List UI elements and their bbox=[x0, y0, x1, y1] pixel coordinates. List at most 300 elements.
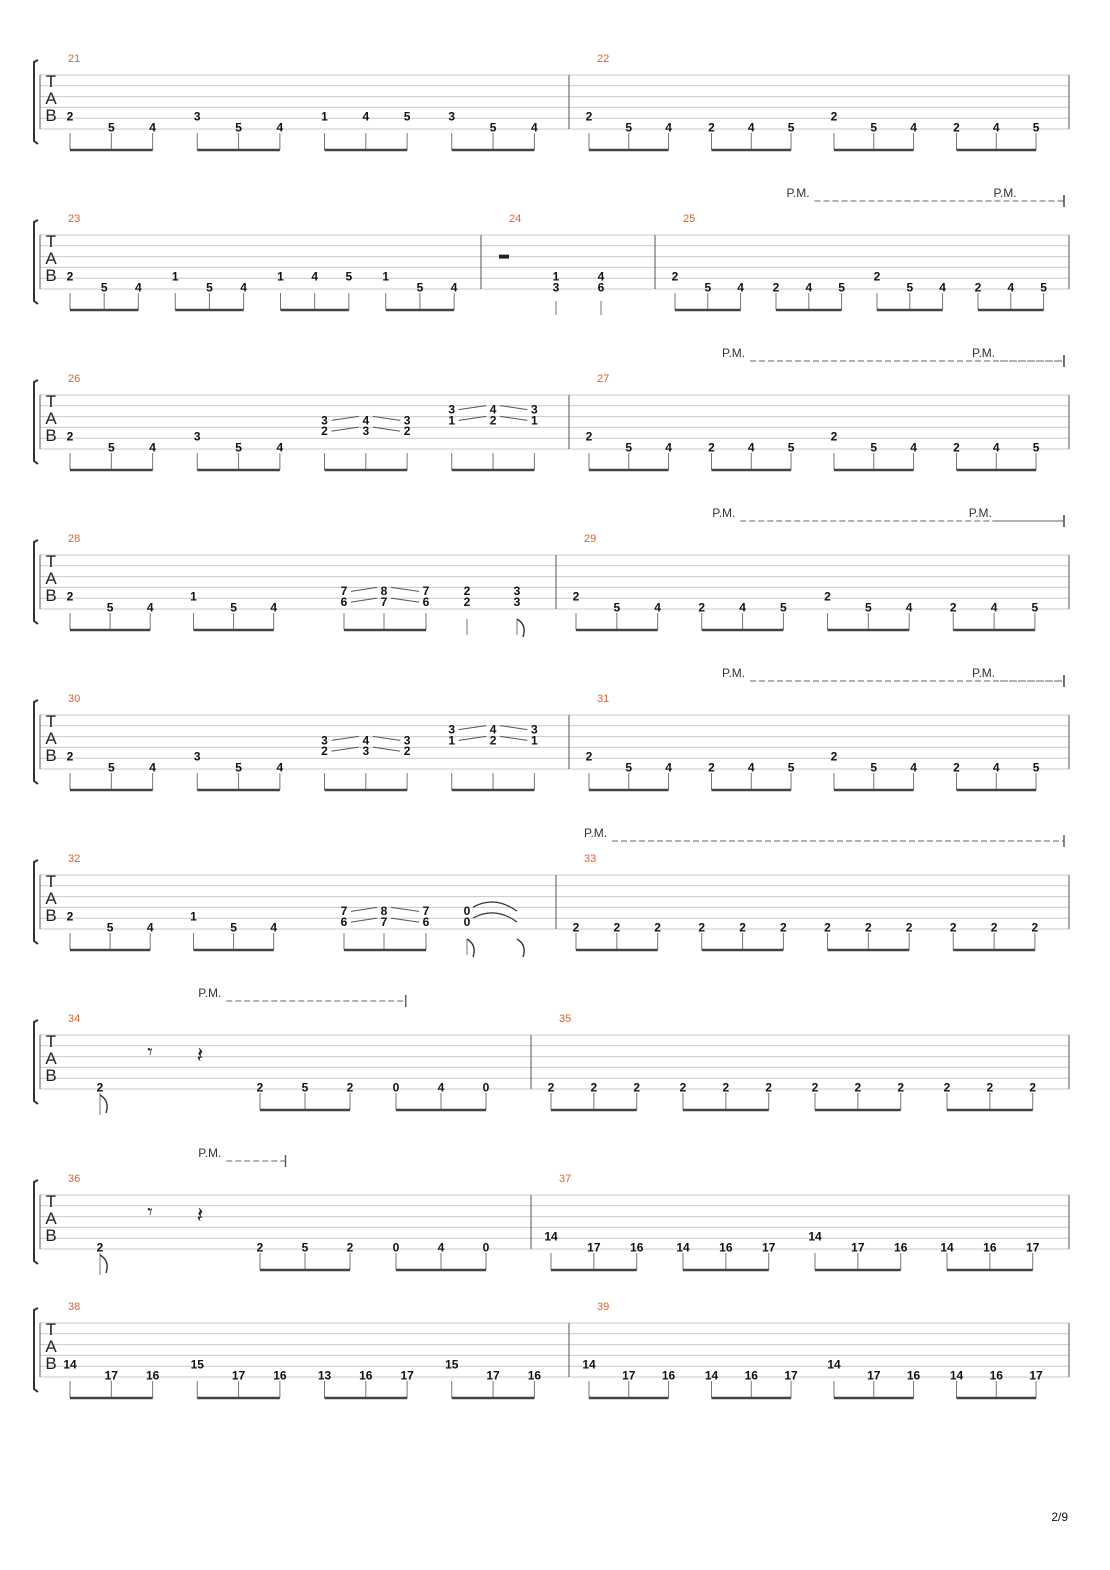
fret-number: 16 bbox=[989, 1368, 1003, 1383]
staff-bracket bbox=[34, 60, 38, 144]
fret-number: 5 bbox=[1040, 280, 1047, 295]
measure-number: 28 bbox=[68, 533, 81, 545]
fret-number: 14 bbox=[63, 1357, 77, 1372]
fret-number: 14 bbox=[544, 1229, 558, 1244]
fret-number: 16 bbox=[273, 1368, 287, 1383]
fret-number: 4 bbox=[665, 440, 672, 455]
measure-33 bbox=[573, 826, 1064, 950]
fret-number: 3 bbox=[513, 594, 521, 609]
fret-number: 2 bbox=[1029, 1080, 1037, 1095]
fret-number: 0 bbox=[392, 1240, 400, 1255]
fret-number: 2 bbox=[698, 920, 706, 935]
fret-number: 3 bbox=[403, 413, 411, 428]
fret-number: 17 bbox=[622, 1368, 636, 1383]
measure-36 bbox=[68, 1146, 490, 1275]
fret-number: 4 bbox=[905, 600, 913, 615]
fret-number: 16 bbox=[906, 1368, 921, 1383]
fret-number: 3 bbox=[321, 733, 328, 748]
fret-number: 1 bbox=[531, 413, 538, 428]
fret-number: 3 bbox=[448, 109, 456, 124]
tab-staff bbox=[34, 986, 1069, 1115]
fret-number: 5 bbox=[489, 120, 497, 135]
tab-clef-letter: A bbox=[45, 569, 57, 588]
fret-number: 2 bbox=[986, 1080, 994, 1095]
fret-number: 3 bbox=[552, 280, 560, 295]
measure-27 bbox=[586, 346, 1064, 470]
slide-line bbox=[351, 587, 377, 591]
fret-number: 2 bbox=[679, 1080, 687, 1095]
fret-number: 2 bbox=[953, 440, 960, 455]
tab-clef-letter: A bbox=[45, 889, 57, 908]
fret-number: 4 bbox=[1007, 280, 1015, 295]
fret-number: 2 bbox=[66, 589, 74, 604]
palm-mute-label: P.M. bbox=[584, 826, 608, 840]
fret-number: 2 bbox=[346, 1080, 354, 1095]
fret-number: 16 bbox=[744, 1368, 758, 1383]
fret-number: 7 bbox=[422, 584, 430, 599]
fret-number: 5 bbox=[235, 440, 242, 455]
fret-number: 2 bbox=[708, 120, 715, 135]
fret-number: 5 bbox=[230, 920, 237, 935]
measure-35 bbox=[548, 1013, 1037, 1110]
fret-number: 6 bbox=[340, 594, 348, 609]
fret-number: 2 bbox=[708, 760, 715, 775]
fret-number: 4 bbox=[747, 760, 755, 775]
fret-number: 17 bbox=[587, 1240, 601, 1255]
tab-clef-letter: B bbox=[45, 586, 57, 605]
tab-clef-letter: A bbox=[45, 1337, 57, 1356]
fret-number: 4 bbox=[737, 280, 744, 295]
fret-number: 2 bbox=[321, 424, 328, 439]
fret-number: 2 bbox=[765, 1080, 773, 1095]
tab-clef-letter: T bbox=[45, 72, 57, 91]
fret-number: 8 bbox=[380, 904, 388, 919]
fret-number: 4 bbox=[910, 120, 917, 135]
fret-number: 4 bbox=[654, 600, 661, 615]
measure-number: 22 bbox=[597, 53, 610, 65]
tab-clef-letter: A bbox=[45, 409, 57, 428]
fret-number: 5 bbox=[870, 760, 878, 775]
fret-number: 4 bbox=[240, 280, 247, 295]
measure-28 bbox=[67, 533, 524, 637]
fret-number: 2 bbox=[547, 1080, 555, 1095]
fret-number: 5 bbox=[106, 600, 114, 615]
fret-number: 2 bbox=[830, 429, 838, 444]
staff-bracket bbox=[34, 540, 38, 624]
fret-number: 2 bbox=[489, 733, 497, 748]
fret-number: 5 bbox=[1032, 440, 1040, 455]
measure-number: 26 bbox=[68, 373, 81, 385]
fret-number: 5 bbox=[235, 120, 242, 135]
fret-number: 5 bbox=[1032, 120, 1040, 135]
tab-staff bbox=[34, 346, 1069, 470]
fret-number: 17 bbox=[104, 1368, 118, 1383]
palm-mute-label: P.M. bbox=[993, 186, 1017, 200]
fret-number: 1 bbox=[382, 269, 390, 284]
fret-number: 3 bbox=[193, 749, 201, 764]
fret-number: 5 bbox=[235, 760, 242, 775]
fret-number: 5 bbox=[100, 280, 108, 295]
measure-number: 38 bbox=[68, 1301, 81, 1313]
slide-line bbox=[391, 598, 419, 602]
fret-number: 4 bbox=[362, 109, 370, 124]
fret-number: 4 bbox=[531, 120, 538, 135]
fret-number: 2 bbox=[654, 920, 661, 935]
fret-number: 1 bbox=[321, 109, 328, 124]
measure-31 bbox=[586, 666, 1064, 790]
tab-clef-letter: A bbox=[45, 249, 57, 268]
measure-number: 35 bbox=[559, 1013, 572, 1025]
fret-number: 14 bbox=[676, 1240, 690, 1255]
fret-number: 4 bbox=[747, 440, 755, 455]
fret-number: 5 bbox=[301, 1240, 309, 1255]
fret-number: 17 bbox=[867, 1368, 881, 1383]
tab-clef-letter: B bbox=[45, 426, 57, 445]
fret-number: 15 bbox=[445, 1357, 459, 1372]
tab-staff bbox=[34, 1146, 1069, 1275]
measure-30 bbox=[67, 693, 538, 790]
fret-number: 3 bbox=[321, 413, 328, 428]
measure-37 bbox=[544, 1173, 1039, 1270]
measure-number: 34 bbox=[68, 1013, 81, 1025]
measure-number: 21 bbox=[68, 53, 81, 65]
tab-staff bbox=[34, 1301, 1069, 1398]
fret-number: 14 bbox=[827, 1357, 841, 1372]
fret-number: 2 bbox=[585, 749, 593, 764]
fret-number: 1 bbox=[190, 589, 197, 604]
fret-number: 0 bbox=[482, 1080, 490, 1095]
fret-number: 7 bbox=[380, 594, 388, 609]
fret-number: 2 bbox=[780, 920, 787, 935]
fret-number: 5 bbox=[345, 269, 353, 284]
fret-number: 4 bbox=[362, 413, 370, 428]
measure-number: 31 bbox=[597, 693, 610, 705]
fret-number: 2 bbox=[708, 440, 715, 455]
fret-number: 6 bbox=[597, 280, 605, 295]
fret-number: 2 bbox=[897, 1080, 905, 1095]
fret-number: 5 bbox=[1032, 760, 1040, 775]
fret-number: 8 bbox=[380, 584, 388, 599]
fret-number: 7 bbox=[380, 914, 388, 929]
fret-number: 2 bbox=[321, 744, 328, 759]
tab-clef-letter: B bbox=[45, 1354, 57, 1373]
fret-number: 5 bbox=[230, 600, 237, 615]
fret-number: 6 bbox=[422, 594, 430, 609]
fret-number: 2 bbox=[671, 269, 679, 284]
tab-staff bbox=[34, 53, 1069, 150]
fret-number: 2 bbox=[256, 1240, 264, 1255]
eighth-flag bbox=[467, 939, 474, 957]
fret-number: 2 bbox=[990, 920, 998, 935]
fret-number: 5 bbox=[613, 600, 621, 615]
fret-number: 4 bbox=[276, 760, 284, 775]
fret-number: 2 bbox=[585, 109, 593, 124]
fret-number: 6 bbox=[340, 914, 348, 929]
fret-number: 0 bbox=[463, 904, 471, 919]
fret-number: 3 bbox=[193, 109, 201, 124]
fret-number: 2 bbox=[585, 429, 593, 444]
tab-clef-letter: T bbox=[45, 1320, 57, 1339]
fret-number: 2 bbox=[463, 594, 471, 609]
tab-clef-letter: A bbox=[45, 1049, 57, 1068]
palm-mute-label: P.M. bbox=[722, 666, 746, 680]
measure-number: 37 bbox=[559, 1173, 572, 1185]
fret-number: 3 bbox=[362, 744, 370, 759]
fret-number: 2 bbox=[905, 920, 913, 935]
fret-number: 4 bbox=[146, 920, 154, 935]
slide-line bbox=[391, 907, 419, 911]
fret-number: 4 bbox=[149, 120, 156, 135]
measure-number: 36 bbox=[68, 1173, 81, 1185]
eighth-flag bbox=[100, 1095, 107, 1113]
fret-number: 7 bbox=[340, 584, 348, 599]
fret-number: 17 bbox=[400, 1368, 414, 1383]
fret-number: 5 bbox=[864, 600, 872, 615]
fret-number: 2 bbox=[722, 1080, 730, 1095]
measure-number: 23 bbox=[68, 213, 81, 225]
eighth-flag bbox=[517, 939, 524, 957]
fret-number: 4 bbox=[362, 733, 370, 748]
tab-staff bbox=[34, 826, 1069, 957]
palm-mute-label: P.M. bbox=[198, 986, 222, 1000]
fret-number: 16 bbox=[661, 1368, 676, 1383]
quarter-rest: 𝄽 bbox=[196, 1202, 204, 1228]
fret-number: 5 bbox=[870, 120, 878, 135]
fret-number: 16 bbox=[983, 1240, 997, 1255]
fret-number: 2 bbox=[1031, 920, 1039, 935]
fret-number: 16 bbox=[630, 1240, 644, 1255]
fret-number: 2 bbox=[698, 600, 706, 615]
fret-number: 2 bbox=[854, 1080, 862, 1095]
fret-number: 5 bbox=[107, 120, 115, 135]
measure-22 bbox=[586, 53, 1040, 150]
measure-number: 32 bbox=[68, 853, 81, 865]
tab-clef-letter: B bbox=[45, 106, 57, 125]
fret-number: 17 bbox=[486, 1368, 500, 1383]
fret-number: 5 bbox=[787, 440, 795, 455]
palm-mute-label: P.M. bbox=[712, 506, 736, 520]
fret-number: 2 bbox=[864, 920, 872, 935]
fret-number: 2 bbox=[949, 920, 957, 935]
fret-number: 5 bbox=[787, 760, 795, 775]
fret-number: 4 bbox=[489, 402, 497, 417]
fret-number: 4 bbox=[665, 760, 672, 775]
fret-number: 1 bbox=[171, 269, 179, 284]
fret-number: 2 bbox=[403, 744, 411, 759]
measure-21 bbox=[67, 53, 538, 150]
fret-number: 3 bbox=[193, 429, 201, 444]
fret-number: 5 bbox=[625, 760, 633, 775]
tab-clef-letter: A bbox=[45, 729, 57, 748]
fret-number: 5 bbox=[625, 120, 633, 135]
fret-number: 4 bbox=[597, 269, 605, 284]
fret-number: 16 bbox=[145, 1368, 160, 1383]
fret-number: 17 bbox=[784, 1368, 798, 1383]
fret-number: 14 bbox=[949, 1368, 964, 1383]
fret-number: 2 bbox=[873, 269, 881, 284]
staff-bracket bbox=[34, 220, 38, 304]
measure-38 bbox=[63, 1301, 541, 1398]
slide-line bbox=[391, 587, 419, 591]
tab-clef-letter: T bbox=[45, 1192, 57, 1211]
slide-line bbox=[351, 907, 377, 911]
half-rest bbox=[499, 255, 509, 259]
fret-number: 2 bbox=[811, 1080, 819, 1095]
page-number: 2/9 bbox=[1051, 1510, 1068, 1524]
fret-number: 4 bbox=[747, 120, 755, 135]
tab-clef-letter: T bbox=[45, 232, 57, 251]
fret-number: 4 bbox=[805, 280, 813, 295]
fret-number: 0 bbox=[463, 914, 471, 929]
fret-number: 4 bbox=[135, 280, 142, 295]
fret-number: 1 bbox=[448, 733, 456, 748]
fret-number: 14 bbox=[704, 1368, 719, 1383]
fret-number: 5 bbox=[787, 120, 795, 135]
eighth-rest: 𝄾 bbox=[147, 1201, 153, 1224]
fret-number: 3 bbox=[448, 722, 456, 737]
measure-number: 27 bbox=[597, 373, 610, 385]
fret-number: 2 bbox=[590, 1080, 598, 1095]
fret-number: 0 bbox=[392, 1080, 400, 1095]
measure-34 bbox=[68, 986, 490, 1115]
measure-25 bbox=[672, 186, 1064, 310]
palm-mute-label: P.M. bbox=[786, 186, 810, 200]
tab-clef-letter: T bbox=[45, 552, 57, 571]
staff-bracket bbox=[34, 380, 38, 464]
staff-bracket bbox=[34, 700, 38, 784]
measure-39 bbox=[582, 1301, 1043, 1398]
palm-mute-label: P.M. bbox=[972, 666, 996, 680]
tab-staff bbox=[34, 666, 1069, 790]
fret-number: 2 bbox=[346, 1240, 354, 1255]
fret-number: 4 bbox=[450, 280, 458, 295]
fret-number: 2 bbox=[830, 109, 838, 124]
fret-number: 5 bbox=[1031, 600, 1039, 615]
measure-number: 30 bbox=[68, 693, 81, 705]
fret-number: 15 bbox=[190, 1357, 204, 1372]
fret-number: 2 bbox=[830, 749, 838, 764]
fret-number: 4 bbox=[276, 440, 284, 455]
fret-number: 5 bbox=[870, 440, 878, 455]
fret-number: 1 bbox=[448, 413, 456, 428]
fret-number: 4 bbox=[739, 600, 746, 615]
tab-clef-letter: B bbox=[45, 906, 57, 925]
fret-number: 4 bbox=[149, 440, 156, 455]
measure-number: 29 bbox=[584, 533, 597, 545]
fret-number: 17 bbox=[851, 1240, 865, 1255]
fret-number: 4 bbox=[992, 120, 1000, 135]
fret-number: 2 bbox=[96, 1240, 104, 1255]
fret-number: 2 bbox=[572, 589, 580, 604]
fret-number: 5 bbox=[704, 280, 712, 295]
palm-mute-label: P.M. bbox=[972, 346, 996, 360]
fret-number: 3 bbox=[448, 402, 456, 417]
fret-number: 2 bbox=[772, 280, 780, 295]
fret-number: 2 bbox=[463, 584, 471, 599]
tab-clef-letter: B bbox=[45, 746, 57, 765]
fret-number: 16 bbox=[359, 1368, 373, 1383]
fret-number: 3 bbox=[362, 424, 370, 439]
fret-number: 4 bbox=[437, 1240, 445, 1255]
fret-number: 2 bbox=[943, 1080, 951, 1095]
fret-number: 17 bbox=[231, 1368, 246, 1383]
fret-number: 14 bbox=[582, 1357, 596, 1372]
fret-number: 1 bbox=[277, 269, 284, 284]
fret-number: 5 bbox=[780, 600, 787, 615]
fret-number: 2 bbox=[824, 920, 831, 935]
tab-clef-letter: B bbox=[45, 266, 57, 285]
fret-number: 3 bbox=[403, 733, 411, 748]
tab-clef-letter: B bbox=[45, 1066, 57, 1085]
quarter-rest: 𝄽 bbox=[196, 1042, 204, 1068]
eighth-flag bbox=[517, 619, 524, 637]
fret-number: 4 bbox=[489, 722, 497, 737]
fret-number: 2 bbox=[66, 109, 74, 124]
eighth-rest: 𝄾 bbox=[147, 1041, 153, 1064]
fret-number: 0 bbox=[482, 1240, 490, 1255]
measure-26 bbox=[67, 373, 538, 470]
fret-number: 16 bbox=[527, 1368, 542, 1383]
fret-number: 17 bbox=[762, 1240, 776, 1255]
fret-number: 4 bbox=[910, 440, 917, 455]
fret-number: 1 bbox=[552, 269, 560, 284]
tie-arc bbox=[473, 913, 517, 922]
fret-number: 1 bbox=[190, 909, 197, 924]
measure-23 bbox=[67, 213, 458, 310]
measure-number: 25 bbox=[683, 213, 696, 225]
fret-number: 4 bbox=[270, 920, 278, 935]
fret-number: 14 bbox=[808, 1229, 822, 1244]
fret-number: 7 bbox=[340, 904, 348, 919]
fret-number: 2 bbox=[66, 429, 74, 444]
fret-number: 2 bbox=[572, 920, 580, 935]
palm-mute-label: P.M. bbox=[722, 346, 746, 360]
tab-clef-letter: A bbox=[45, 89, 57, 108]
fret-number: 5 bbox=[416, 280, 424, 295]
measure-29 bbox=[573, 506, 1064, 630]
tab-clef-letter: T bbox=[45, 872, 57, 891]
fret-number: 16 bbox=[894, 1240, 908, 1255]
fret-number: 4 bbox=[910, 760, 917, 775]
fret-number: 4 bbox=[311, 269, 319, 284]
slide-line bbox=[351, 598, 377, 602]
palm-mute-label: P.M. bbox=[968, 506, 992, 520]
fret-number: 4 bbox=[270, 600, 278, 615]
fret-number: 5 bbox=[906, 280, 914, 295]
fret-number: 2 bbox=[739, 920, 746, 935]
fret-number: 3 bbox=[531, 722, 538, 737]
fret-number: 4 bbox=[149, 760, 156, 775]
fret-number: 2 bbox=[256, 1080, 264, 1095]
fret-number: 16 bbox=[719, 1240, 733, 1255]
fret-number: 2 bbox=[489, 413, 497, 428]
fret-number: 2 bbox=[66, 749, 74, 764]
fret-number: 3 bbox=[531, 402, 538, 417]
fret-number: 4 bbox=[990, 600, 998, 615]
fret-number: 4 bbox=[437, 1080, 445, 1095]
fret-number: 5 bbox=[107, 760, 115, 775]
fret-number: 5 bbox=[625, 440, 633, 455]
fret-number: 13 bbox=[317, 1368, 332, 1383]
fret-number: 4 bbox=[146, 600, 154, 615]
fret-number: 5 bbox=[403, 109, 411, 124]
fret-number: 2 bbox=[403, 424, 411, 439]
fret-number: 5 bbox=[206, 280, 213, 295]
fret-number: 2 bbox=[824, 589, 831, 604]
fret-number: 2 bbox=[949, 600, 957, 615]
tab-staff bbox=[34, 186, 1069, 315]
staff-bracket bbox=[34, 1308, 38, 1392]
